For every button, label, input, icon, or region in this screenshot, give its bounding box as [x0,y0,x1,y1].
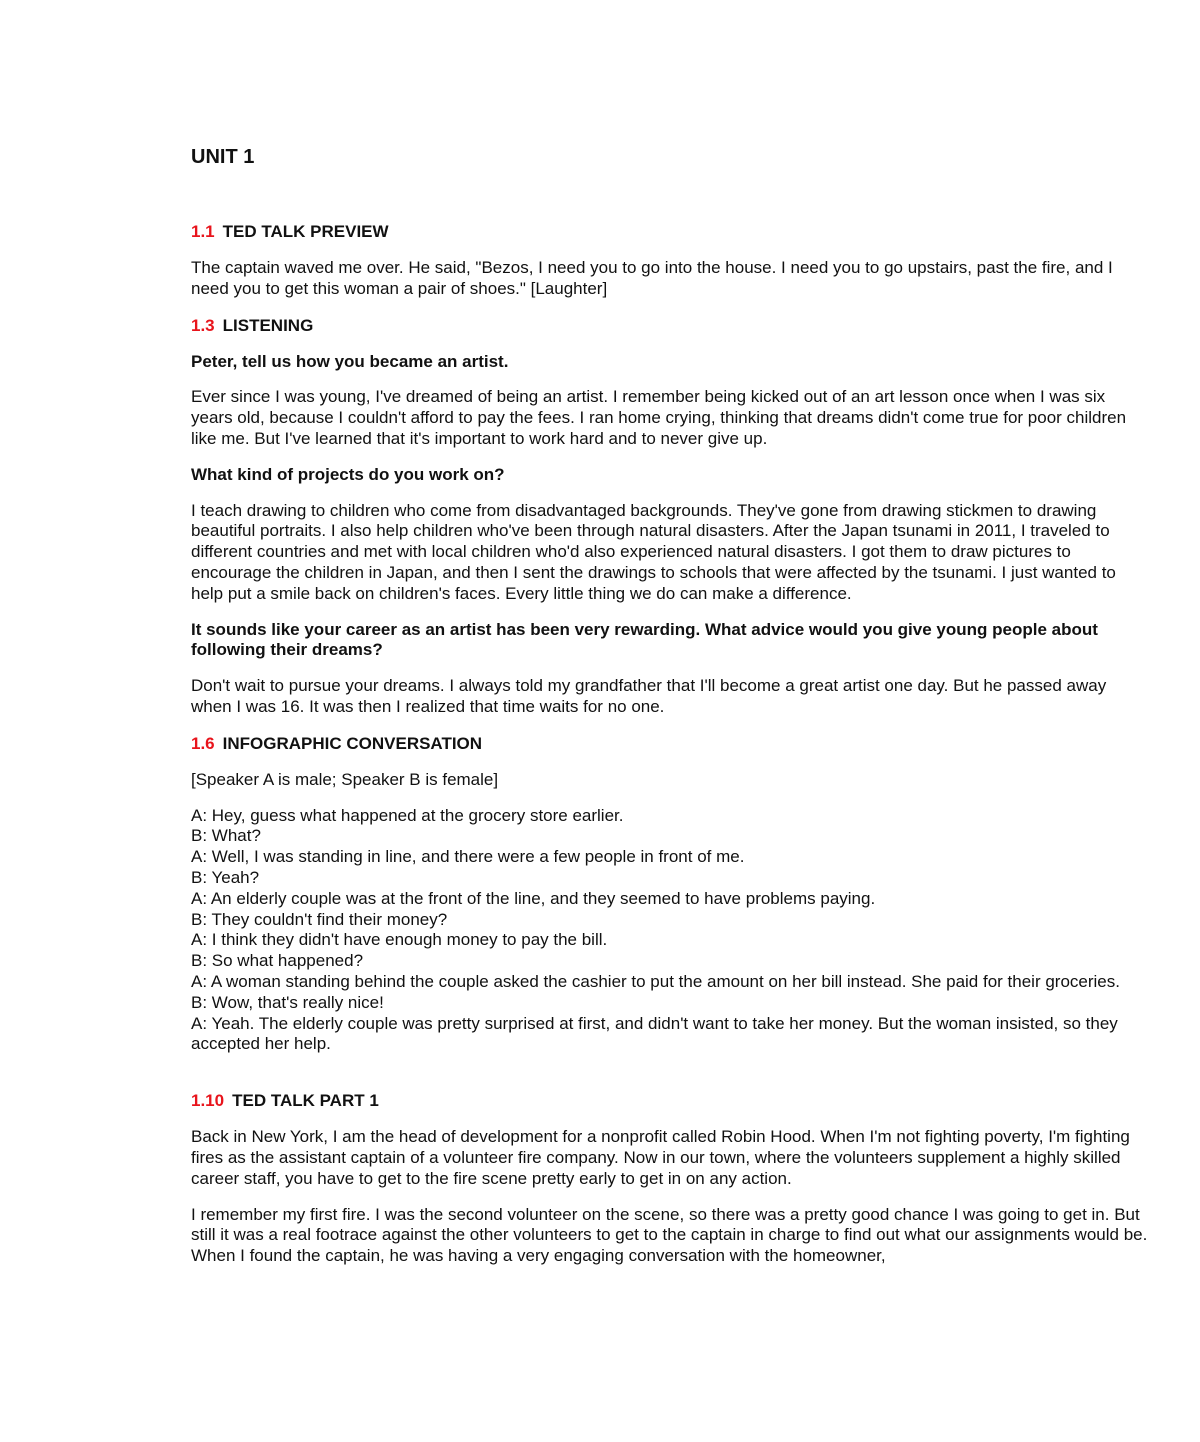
dialogue-line: A: Yeah. The elderly couple was pretty surprised at first, and didn't want to take her money. But the woman insisted, so they accepted her help. [191,1013,1118,1054]
speaker-note: [Speaker A is male; Speaker B is female] [191,769,499,789]
interview-question: What kind of projects do you work on? [191,464,505,484]
section-number: 1.1 [191,222,215,241]
dialogue-line: B: So what happened? [191,951,364,971]
interview-answer: Don't wait to pursue your dreams. I always told my grandfather that I'll become a great artist one day. But he passed away when I was 16. It was then I realized that time waits for no one. [191,676,1107,716]
dialogue-line: B: Wow, that's really nice! [191,992,384,1012]
section-heading-infographic-conversation [191,733,1151,755]
section-title: TED TALK PART 1 [232,1091,379,1111]
section-heading-listening [191,315,1151,337]
section-spacer [191,1070,1151,1090]
dialogue-line: B: They couldn't find their money? [191,909,448,929]
paragraph: Back in New York, I am the head of development for a nonprofit called Robin Hood. When I'm not fighting poverty, I'm fighting fires as the assistant captain of a volunteer fire company. Now in our town, where the volunteers supplement a highly skilled career staff, you have to get to the fire scene pretty early to get in on any action. [191,1127,1130,1188]
dialogue-line: A: An elderly couple was at the front of the line, and they seemed to have problems paying. [191,888,876,908]
dialogue-line: A: Hey, guess what happened at the grocery store earlier. [191,805,624,825]
dialogue-line: A: Well, I was standing in line, and there were a few people in front of me. [191,847,745,867]
document-content [191,221,1151,1282]
section-number: 1.6 [191,733,215,753]
section-title: TED TALK PREVIEW [222,222,389,241]
section-title: LISTENING [222,315,314,335]
interview-question: It sounds like your career as an artist has been very rewarding. What advice would you give young people about following their dreams? [191,619,1098,660]
dialogue [191,806,1151,1056]
paragraph: The captain waved me over. He said, "Bezos, I need you to go into the house. I need you to go upstairs, past the fire, and I need you to get this woman a pair of shoes." [Laughter] [191,258,1113,298]
section-heading-ted-talk-part-1 [191,1090,1151,1112]
interview-answer: Ever since I was young, I've dreamed of being an artist. I remember being kicked out of an art lesson once when I was six years old, because I couldn't afford to pay the fees. I ran home crying, thinking that dreams didn't come true for poor children like me. But I've learned that it's important to work hard and to never give up. [191,387,1127,448]
dialogue-line: B: Yeah? [191,867,260,887]
section-heading-ted-talk-preview [191,221,1151,243]
dialogue-line: A: I think they didn't have enough money to pay the bill. [191,930,608,950]
section-title: INFOGRAPHIC CONVERSATION [222,733,483,753]
interview-answer: I teach drawing to children who come from disadvantaged backgrounds. They've gone from drawing stickmen to drawing beautiful portraits. I also help children who've been through natural disasters. After the Japan tsunami in 2011, I traveled to different countries and met with local children who'd also experienced natural disasters. I got them to draw pictures to encourage the children in Japan, and then I sent the drawings to schools that were affected by the tsunami. I just wanted to help put a smile back on children's faces. Every little thing we do can make a difference. [191,500,1116,603]
unit-title: UNIT 1 [191,146,255,168]
section-number: 1.10 [191,1091,225,1111]
paragraph: I remember my first fire. I was the second volunteer on the scene, so there was a pretty good chance I was going to get in. But still it was a real footrace against the other volunteers to get to the captain in charge to find out what our assignments would be. When I found the captain, he was having a very engaging conversation with the homeowner, [191,1204,1148,1266]
section-number: 1.3 [191,315,215,335]
dialogue-line: A: A woman standing behind the couple asked the cashier to put the amount on her bill instead. She paid for their groceries. [191,971,1120,991]
interview-question: Peter, tell us how you became an artist. [191,351,509,371]
dialogue-line: B: What? [191,826,261,846]
